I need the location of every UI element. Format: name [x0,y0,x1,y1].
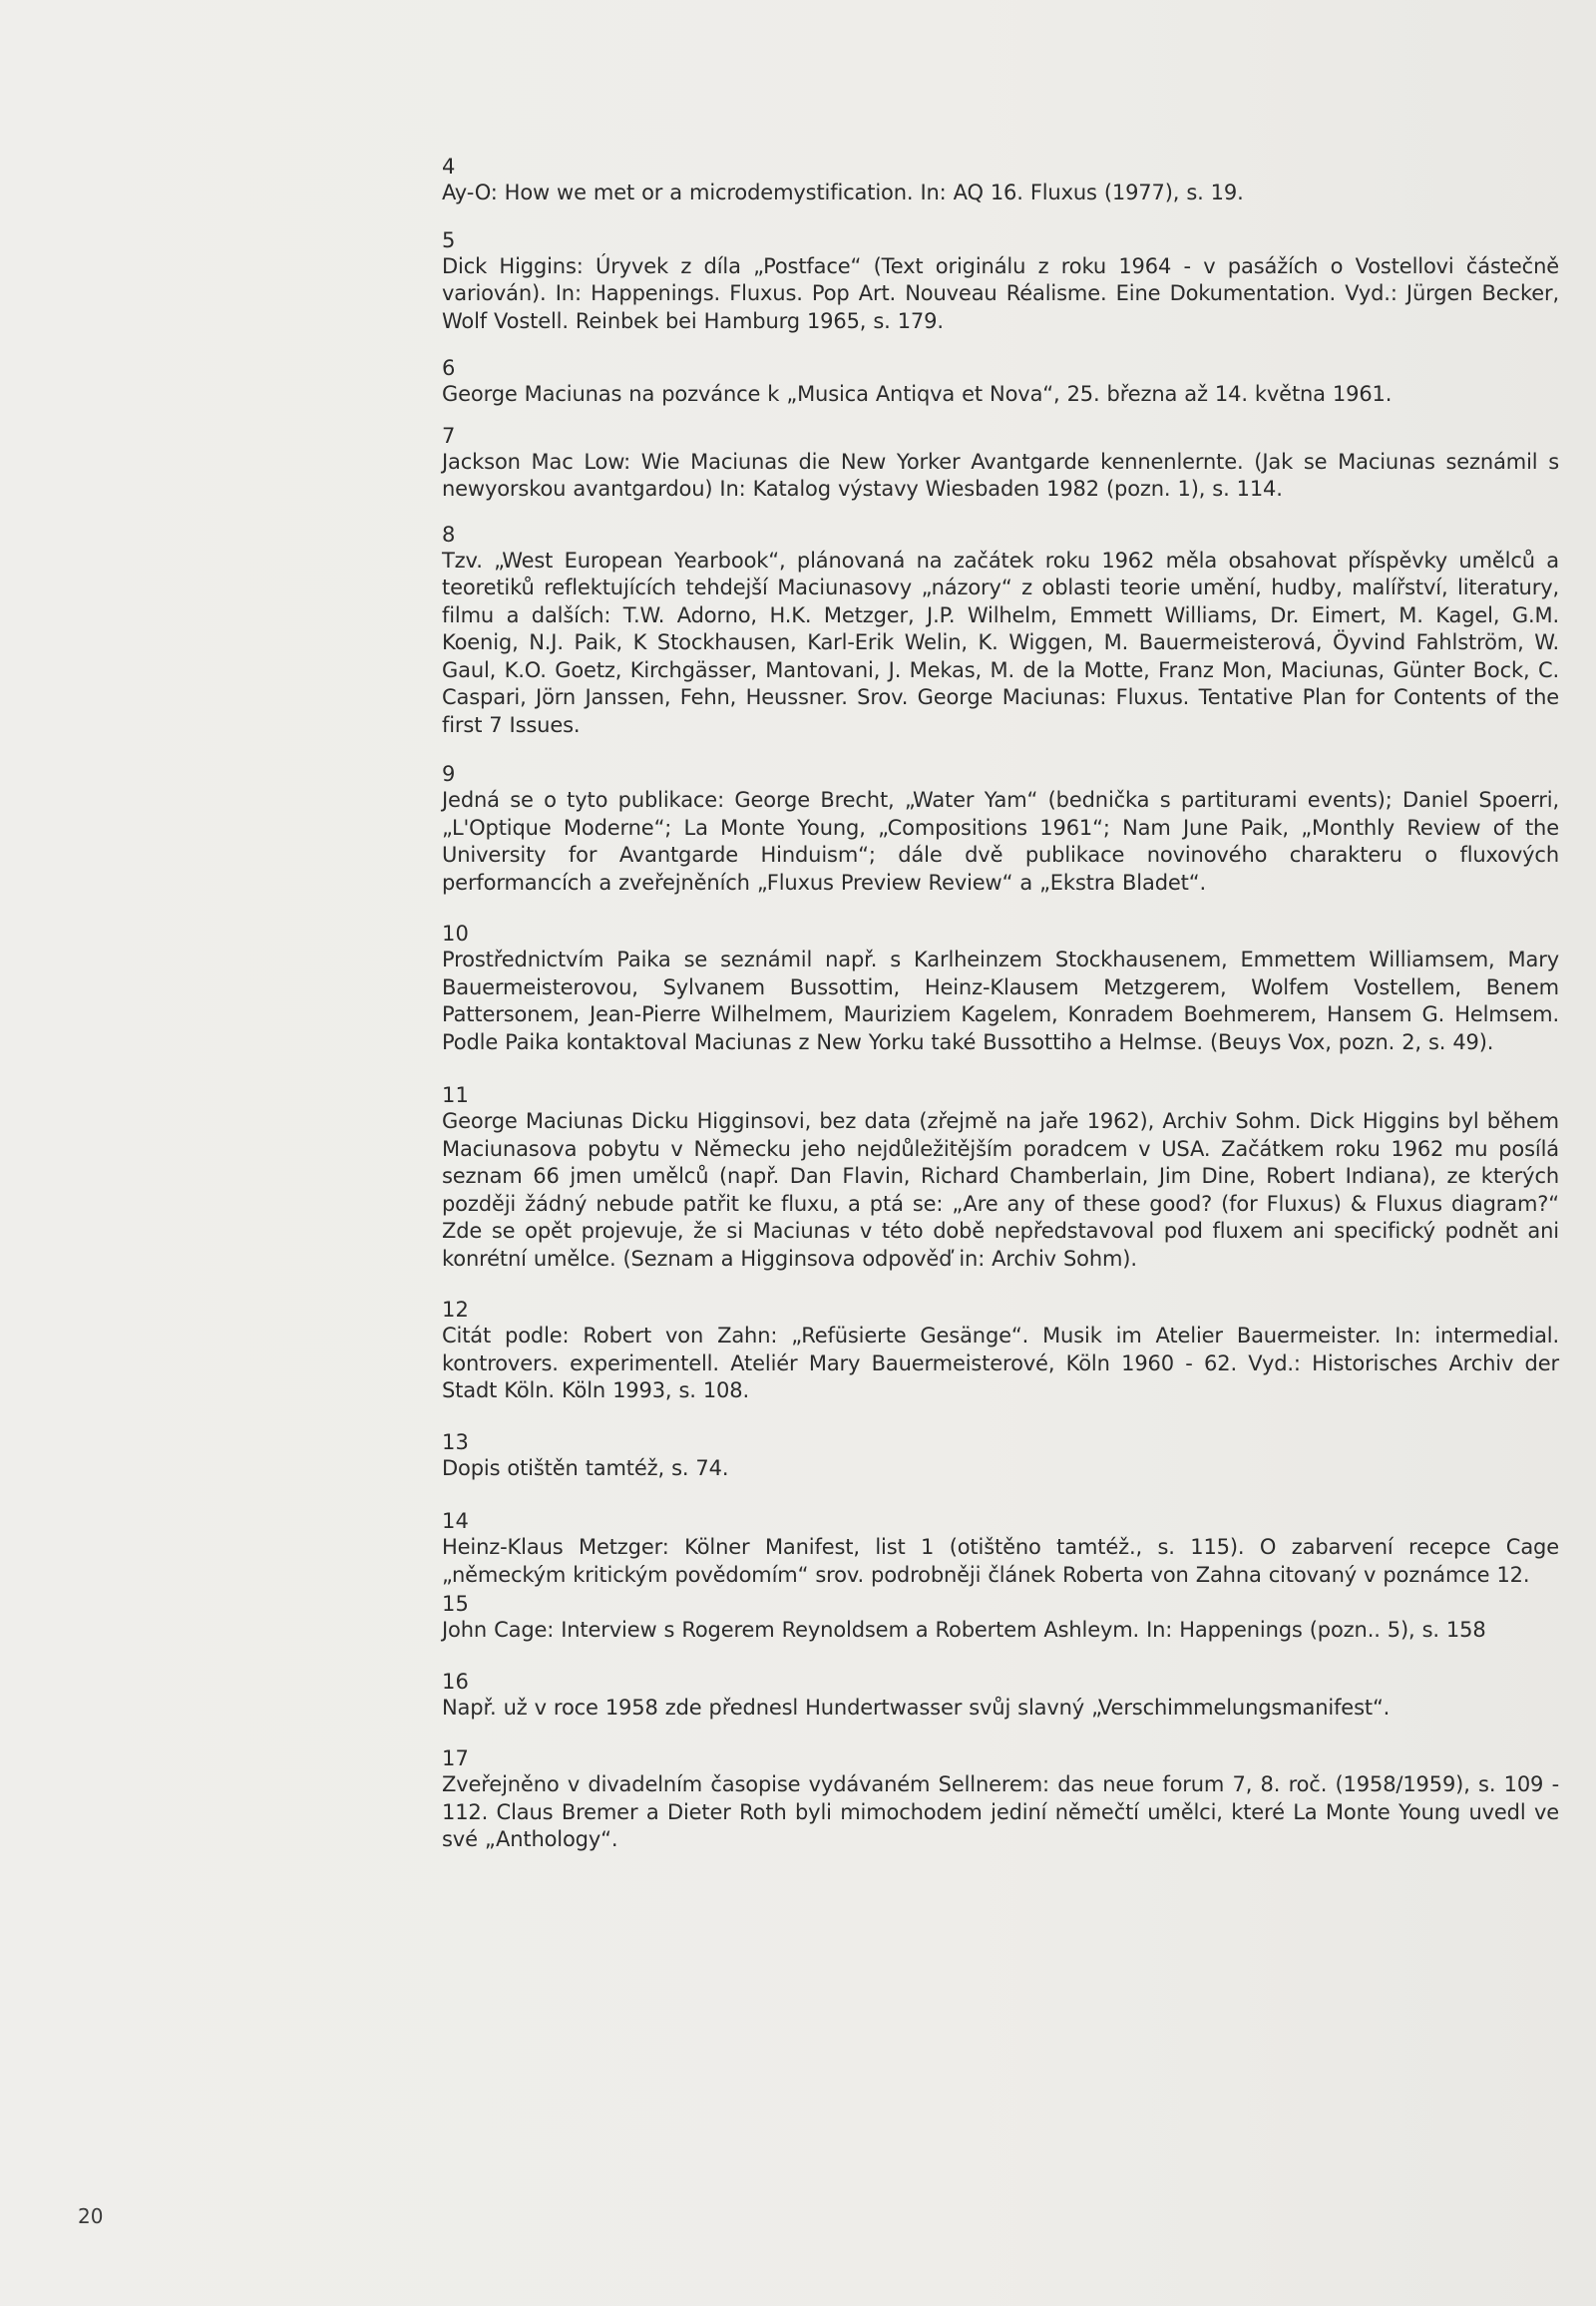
footnote-text: Citát podle: Robert von Zahn: „Refüsierte Gesänge“. Musik im Atelier Bauermeister. In: intermedial. kontrovers. experimentell. Ateliér Mary Bauermeisterové, Köln 1960 - 62. Vyd.: Historisches Archiv der Stadt Köln. Köln 1993, s. 108. [442,1324,1559,1402]
footnote-text: George Maciunas na pozvánce k „Musica Antiqva et Nova“, 25. března až 14. května 1961. [442,382,1393,406]
footnote [442,227,1559,336]
footnote-text: Tzv. „West European Yearbook“, plánovaná na začátek roku 1962 měla obsahovat příspěvky umělců a teoretiků reflektujících tehdejší Maciunasovy „názory“ z oblasti teorie umění, hudby, malířství, literatury, filmu a dalších: T.W. Adorno, H.K. Metzger, J.P. Wilhelm, Emmett Williams, Dr. Eimert, M. Kagel, G.M. Koenig, N.J. Paik, K Stockhausen, Karl-Erik Welin, K. Wiggen, M. Bauermeisterová, Öyvind Fahlström, W. Gaul, K.O. Goetz, Kirchgässer, Mantovani, J. Mekas, M. de la Motte, Franz Mon, Maciunas, Günter Bock, C. Caspari, Jörn Janssen, Fehn, Heussner. Srov. George Maciunas: Fluxus. Tentative Plan for Contents of the first 7 Issues. [442,548,1559,737]
footnote-number: 13 [442,1429,470,1454]
footnote-number: 16 [442,1669,470,1694]
footnote-number: 10 [442,922,470,946]
footnote [442,423,1559,504]
footnote [442,1429,1559,1483]
footnote-number: 11 [442,1083,470,1107]
footnote [442,1082,1559,1273]
footnote [442,921,1559,1056]
footnote-text: Jackson Mac Low: Wie Maciunas die New Yorker Avantgarde kennenlernte. (Jak se Maciunas seznámil s newyorskou avantgardou) In: Katalog výstavy Wiesbaden 1982 (pozn. 1), s. 114. [442,449,1559,501]
footnote-text: Např. už v roce 1958 zde přednesl Hundertwasser svůj slavný „Verschimmelungsmanifest“. [442,1695,1391,1720]
footnote [442,1591,1559,1645]
footnotes [442,154,1559,1854]
footnote [442,1297,1559,1405]
footnote-number: 14 [442,1509,470,1533]
footnote-text: Heinz-Klaus Metzger: Kölner Manifest, list 1 (otištěno tamtéž., s. 115). O zabarvení recepce Cage „německým kritickým povědomím“ srov. podrobněji článek Roberta von Zahna citovaný v poznámce 12. [442,1535,1559,1587]
footnote-text: Jedná se o tyto publikace: George Brecht, „Water Yam“ (bednička s partiturami events); Daniel Spoerri, „L'Optique Moderne“; La Monte Young, „Compositions 1961“; Nam June Paik, „Monthly Review of the University for Avantgarde Hinduism“; dále dvě publikace novinového charakteru o fluxových performancích a zveřejněních „Fluxus Preview Review“ a „Ekstra Bladet“. [442,788,1559,895]
footnote-number: 15 [442,1592,470,1616]
footnote-number: 8 [442,522,456,547]
footnote-number: 9 [442,762,456,786]
footnote-text: Prostřednictvím Paika se seznámil např. s Karlheinzem Stockhausenem, Emmettem Williamsem, Mary Bauermeisterovou, Sylvanem Bussottim, Heinz-Klausem Metzgerem, Wolfem Vostellem, Benem Pattersonem, Jean-Pierre Wilhelmem, Mauriziem Kagelem, Konradem Boehmerem, Hansem G. Helmsem. Podle Paika kontaktoval Maciunas z New Yorku také Bussottiho a Helmse. (Beuys Vox, pozn. 2, s. 49). [442,948,1559,1054]
footnote [442,761,1559,897]
footnote [442,1508,1559,1589]
footnote-text: Dick Higgins: Úryvek z díla „Postface“ (Text originálu z roku 1964 - v pasážích o Vostellovi částečně variován). In: Happenings. Fluxus. Pop Art. Nouveau Réalisme. Eine Dokumentation. Vyd.: Jürgen Becker, Wolf Vostell. Reinbek bei Hamburg 1965, s. 179. [442,253,1559,333]
footnote-number: 17 [442,1746,470,1770]
footnote [442,522,1559,740]
footnote-text: Dopis otištěn tamtéž, s. 74. [442,1455,729,1480]
footnote-number: 5 [442,227,456,252]
footnote-text: John Cage: Interview s Rogerem Reynoldsem a Robertem Ashleym. In: Happenings (pozn.. 5), s. 158 [442,1618,1486,1642]
footnote-number: 4 [442,155,456,179]
footnote-text: George Maciunas Dicku Higginsovi, bez data (zřejmě na jaře 1962), Archiv Sohm. Dick Higgins byl během Maciunasova pobytu v Německu jeho nejdůležitějším poradcem v USA. Začátkem roku 1962 mu posílá seznam 66 jmen umělců (např. Dan Flavin, Richard Chamberlain, Jim Dine, Robert Indiana), ze kterých později žádný nebude patřit ke fluxu, a ptá se: „Are any of these good? (for Fluxus) & Fluxus diagram?“ Zde se opět projevuje, že si Maciunas v této době nepředstavoval pod fluxem ani specifický podnět ani konrétní umělce. (Seznam a Higginsova odpověď in: Archiv Sohm). [442,1109,1559,1271]
footnote-text: Ay-O: How we met or a microdemystification. In: AQ 16. Fluxus (1977), s. 19. [442,181,1244,204]
footnote-number: 6 [442,356,456,380]
footnote [442,1745,1559,1854]
footnote-number: 7 [442,423,456,448]
footnote [442,154,1559,207]
footnote-text: Zveřejněno v divadelním časopise vydávaném Sellnerem: das neue forum 7, 8. roč. (1958/1959), s. 109 - 112. Claus Bremer a Dieter Roth byli mimochodem jediní němečtí umělci, které La Monte Young uvedl ve své „Anthology“. [442,1772,1559,1851]
footnote-number: 12 [442,1298,470,1322]
page-number: 20 [78,2204,104,2228]
footnote [442,1669,1559,1723]
footnote [442,355,1559,409]
